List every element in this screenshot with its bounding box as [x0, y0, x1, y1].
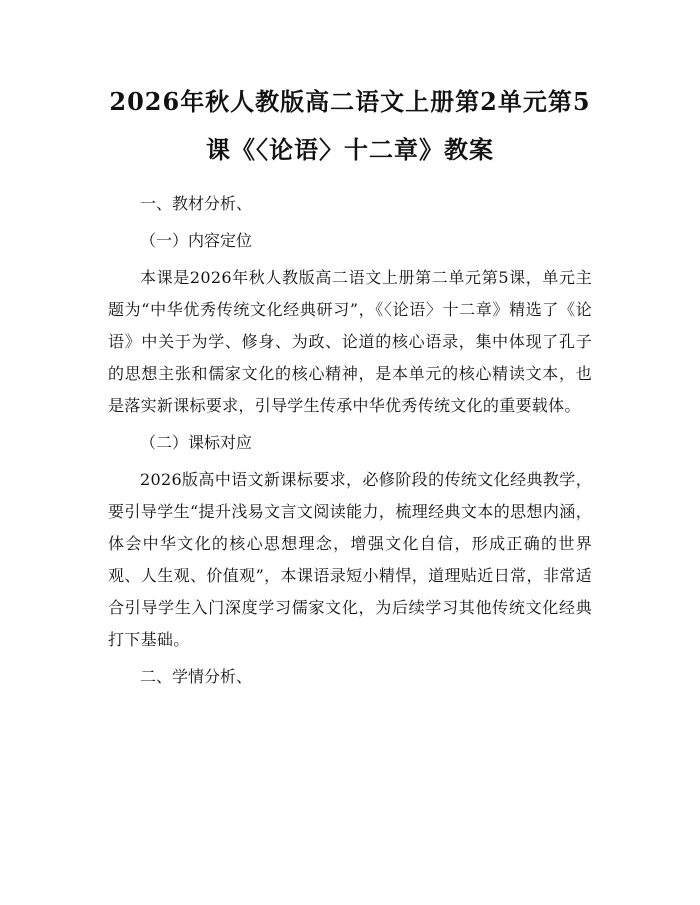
document-title: [108, 78, 592, 174]
section-heading-student-analysis: 二、学情分析、: [140, 667, 253, 686]
document-title-line-2: 课《〈论语〉十二章》教案: [206, 135, 494, 164]
document-title-line-1: 2026年秋人教版高二语文上册第2单元第5: [109, 87, 591, 116]
subsection-heading-curriculum-standards: （二）课标对应: [140, 433, 253, 452]
paragraph-curriculum-standards: 2026版高中语文新课标要求，必修阶段的传统文化经典教学，要引导学生“提升浅易文言文阅读能力，梳理经典文本的思想内涵，体会中华文化的核心思想理念，增强文化自信，形成正确的世界观、人生观、价值观”，本课语录短小精悍，道理贴近日常，非常适合引导学生入门深度学习儒家文化，为后续学习其他传统文化经典打下基础。: [108, 470, 592, 649]
subsection-heading-content-positioning: （一）内容定位: [140, 231, 253, 250]
paragraph-content-positioning: 本课是2026年秋人教版高二语文上册第二单元第5课，单元主题为“中华优秀传统文化经典研习”，《〈论语〉十二章》精选了《论语》中关于为学、修身、为政、论道的核心语录，集中体现了孔子的思想主张和儒家文化的核心精神，是本单元的核心精读文本，也是落实新课标要求，引导学生传承中华优秀传统文化的重要载体。: [108, 268, 592, 415]
section-heading-teaching-material-analysis: 一、教材分析、: [140, 194, 253, 213]
title-spacer: [108, 174, 592, 188]
